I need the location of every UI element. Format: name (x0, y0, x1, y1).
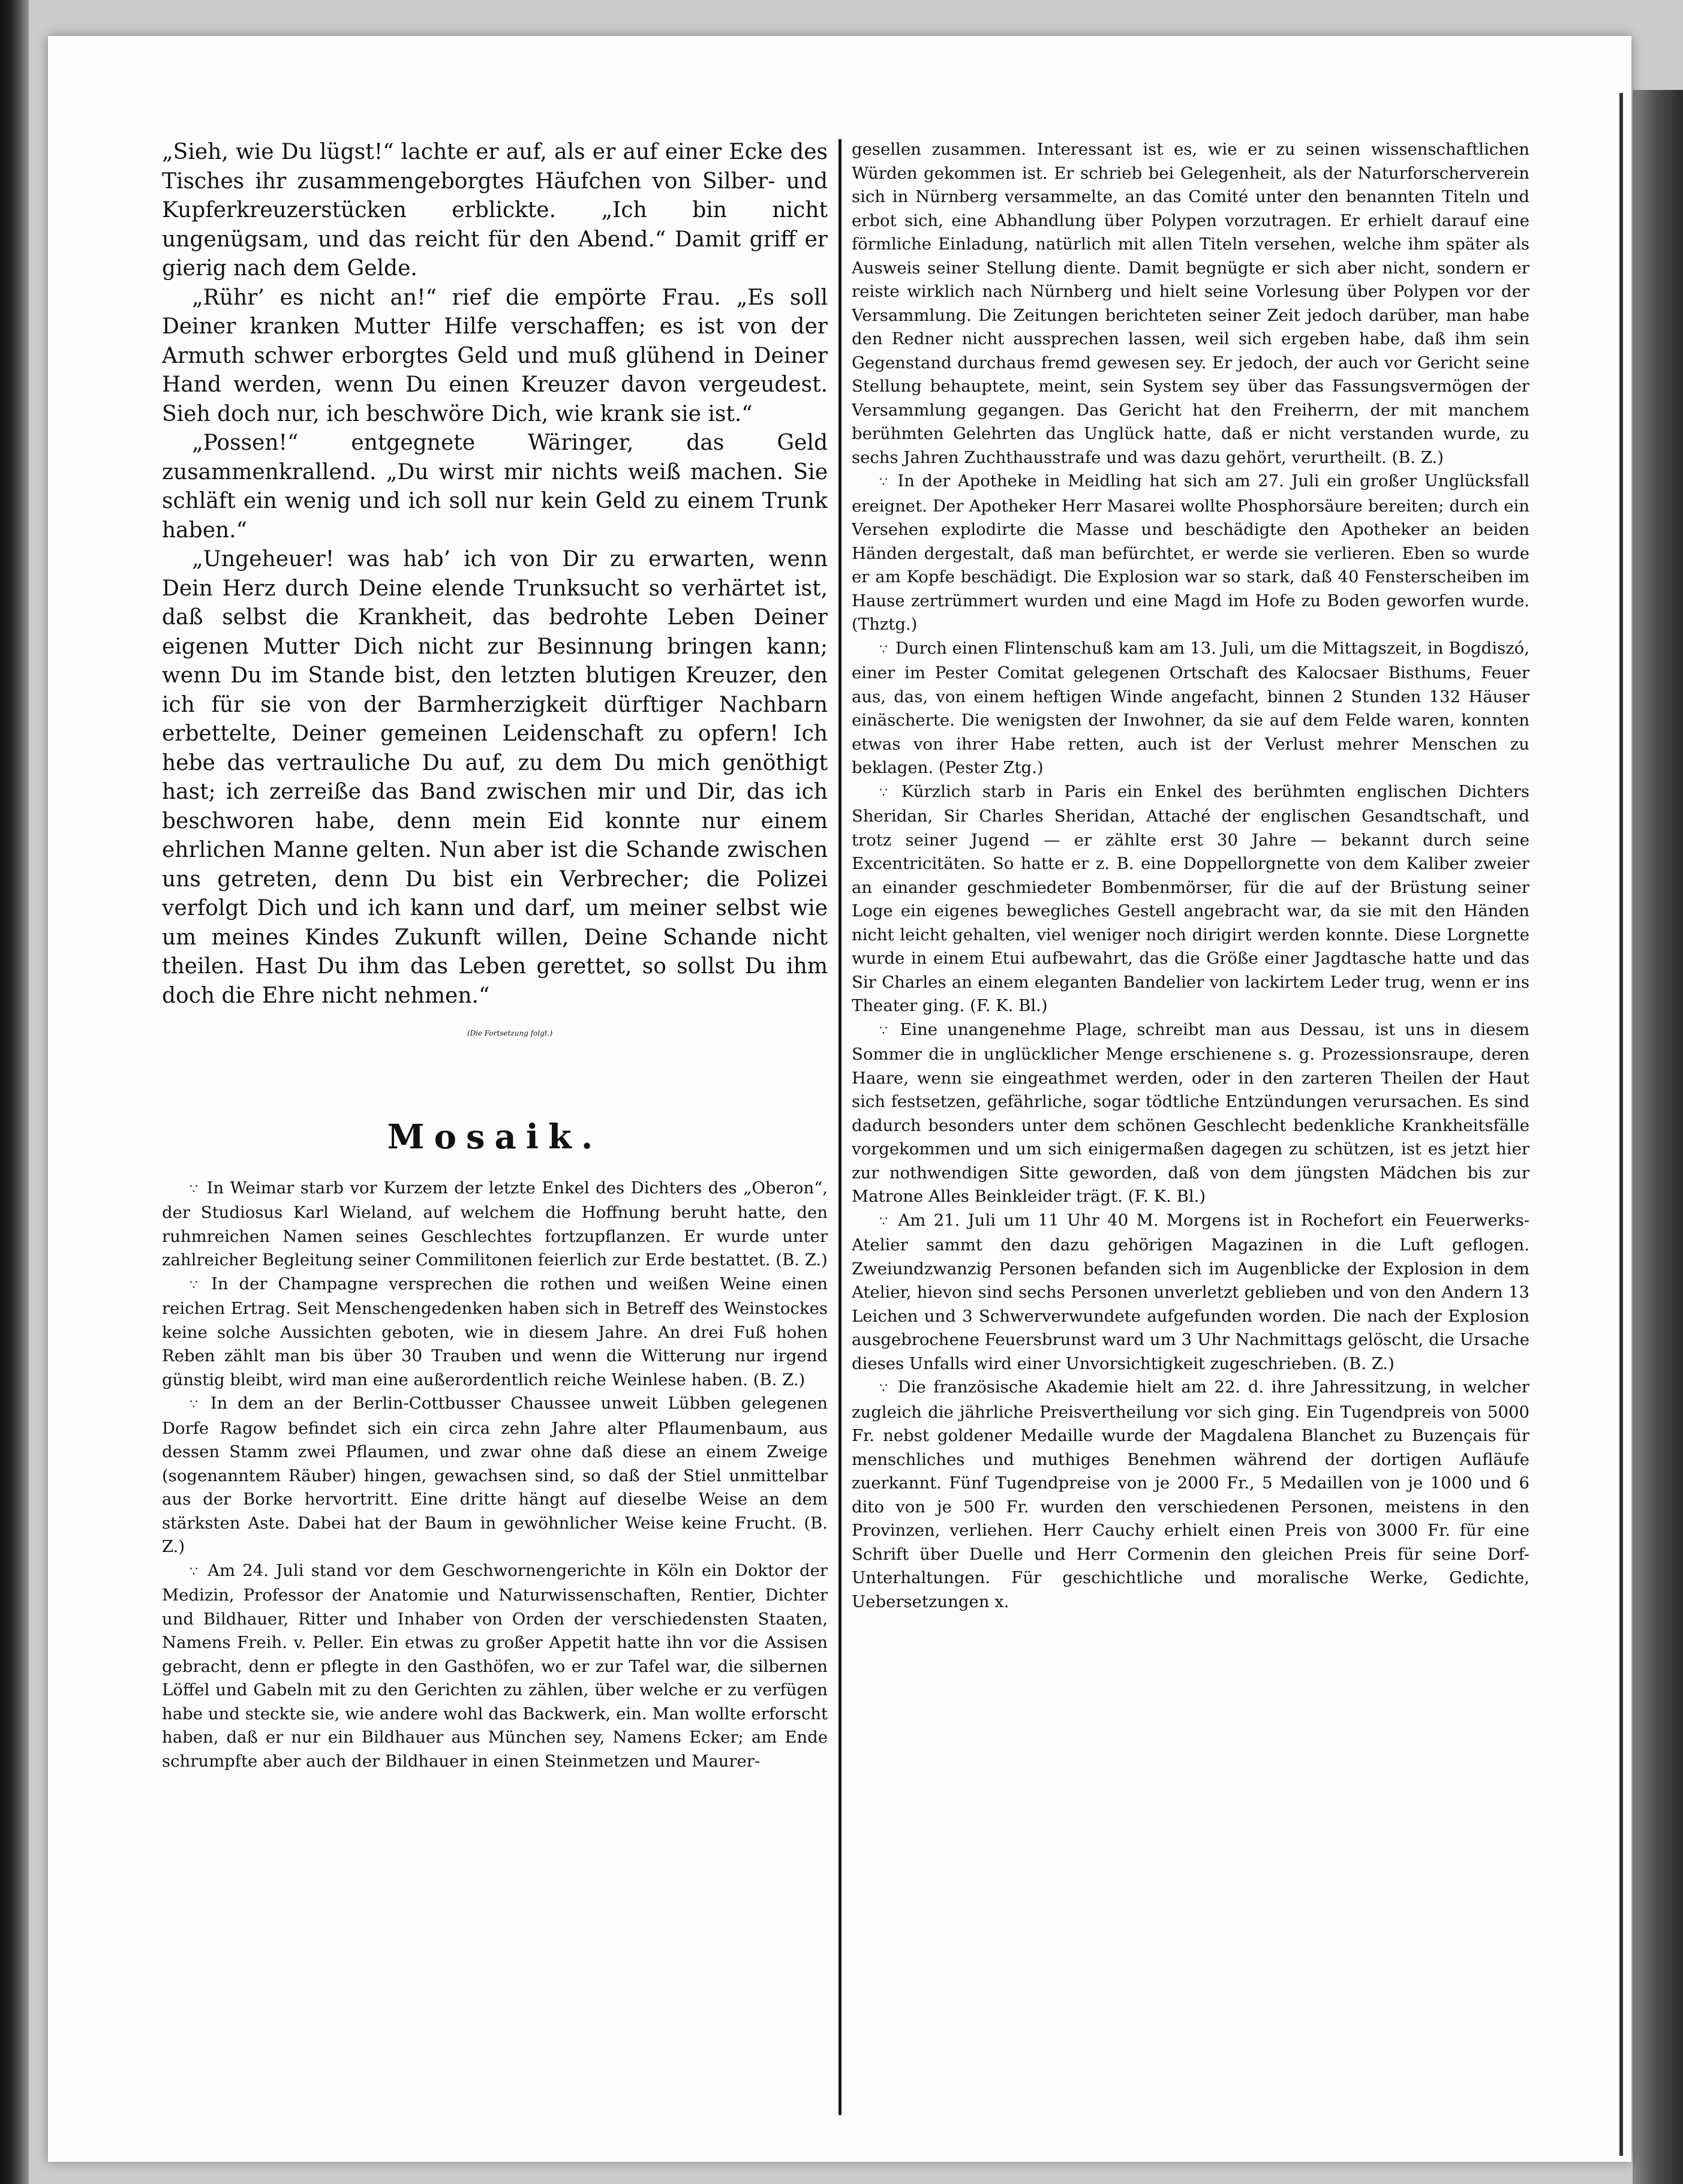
story-paragraph-4: „Ungeheuer! was hab’ ich von Dir zu erwarten, wenn Dein Herz durch Deine elende Trunksucht so verhärtet ist, daß selbst die Krankheit, das bedrohte Leben Deiner eigenen Mutter Dich nicht zur Besinnung bringen kann; wenn Du im Stande bist, den letzten blutigen Kreuzer, den ich für sie von der Barmherzigkeit dürftiger Nachbarn erbettelte, Deiner gemeinen Leidenschaft zu opfern! Ich hebe das vertrauliche Du auf, zu dem Du mich genöthigt hast; ich zerreiße das Band zwischen mir und Dir, das ich beschworen habe, denn mein Eid konnte nur einem ehrlichen Manne gelten. Nun aber ist die Schande zwischen uns getreten, denn Du bist ein Verbrecher; die Polizei verfolgt Dich und ich kann und darf, um meiner selbst wie um meines Kindes Zukunft willen, Deine Schande nicht theilen. Hast Du ihm das Leben gerettet, so sollst Du ihm doch die Ehre nicht nehmen.“ (162, 547, 828, 1008)
news-item: ∵ Kürzlich starb in Paris ein Enkel des berühmten englischen Dichters Sheridan, Sir Charles Sheridan, Attaché der englischen Gesandtschaft, und trotz seiner Jugend — er zählte erst 30 Jahre — bekannt durch seine Excentricitäten. So hatte er z. B. eine Doppellorgnette von dem Kaliber zweier an einander geschmiedeter Bombenmörser, für die auf der Brüstung seiner Loge ein eigenes bewegliches Gestell angebracht war, da sie mit den Händen nicht leicht gehalten, viel weniger noch dirigirt werden konnte. Diese Lorgnette wurde in einem Etui aufbewahrt, das die Größe einer Jagdtasche hatte und das Sir Charles an einem eleganten Bandelier von lackirtem Leder trug, wenn er ins Theater ging. (F. K. Bl.) (852, 781, 1529, 1015)
page-edge-right (1633, 90, 1683, 2184)
story-paragraph-2: „Rühr’ es nicht an!“ rief die empörte Frau. „Es soll Deiner kranken Mutter Hilfe verschaffen; es ist von der Armuth schwer erborgtes Geld und muß glühend in Deiner Hand werden, wenn Du einen Kreuzer davon vergeudest. Sieh doch nur, ich beschwöre Dich, wie krank sie ist.“ (162, 285, 828, 426)
asterism-icon: ∵ (190, 1277, 200, 1293)
story-paragraph-3: „Possen!“ entgegnete Wäringer, das Geld zusammenkrallend. „Du wirst mir nichts weiß machen. Sie schläft ein wenig und ich soll nur kein Geld zu einem Trunk haben.“ (162, 431, 828, 543)
serial-story (162, 138, 828, 1048)
news-item: ∵ In der Champagne versprechen die rothen und weißen Weine einen reichen Ertrag. Seit Menschengedenken haben sich in Betreff des Weinstockes keine solche Aussichten geboten, wie in diesem Jahre. An drei Fuß hohen Reben zählt man bis über 30 Trauben und wenn die Witterung nur irgend günstig bleibt, wird man eine außerordentlich reiche Weinlese haben. (B. Z.) (162, 1274, 828, 1389)
news-item: ∵ Durch einen Flintenschuß kam am 13. Juli, um die Mittagszeit, in Bogdiszó, einer im Pester Comitat gelegenen Ortschaft des Kalocsaer Bisthums, Feuer aus, das, von einem heftigen Winde angefacht, binnen 2 Stunden 132 Häuser einäscherte. Die wenigsten der Inwohner, da sie auf dem Felde waren, konnten etwas von ihrer Habe retten, auch ist der Verlust mehrer Menschen zu beklagen. (Pester Ztg.) (852, 638, 1529, 777)
news-item: ∵ Die französische Akademie hielt am 22. d. ihre Jahressitzung, in welcher zugleich die jährliche Preisvertheilung vor sich ging. Ein Tugendpreis von 5000 Fr. nebst goldener Medaille wurde der Magdalena Blanchet zu Buzençais für menschliches und muthiges Benehmen während der dortigen Aufläufe zuerkannt. Fünf Tugendpreise von je 2000 Fr., 5 Medaillen von je 1000 und 6 dito von je 500 Fr. wurden den verschiedenen Personen, meistens in den Provinzen, verliehen. Herr Cauchy erhielt einen Preis von 3000 Fr. für eine Schrift über Duelle und Herr Cormenin den gleichen Preis für seine Dorf-Unterhaltungen. Für geschichtliche und moralische Werke, Gedichte, Uebersetzungen x. (852, 1377, 1529, 1611)
news-item: ∵ Eine unangenehme Plage, schreibt man aus Dessau, ist uns in diesem Sommer die in unglücklicher Menge erschienene s. g. Prozessionsraupe, deren Haare, wenn sie eingeathmet werden, oder in den zarteren Theilen der Haut sich festsetzen, gefährliche, sogar tödtliche Entzündungen verursachen. Es sind dadurch besonders unter dem schönen Geschlecht bedenkliche Krankheitsfälle vorgekommen und um sich einigermaßen dagegen zu schützen, ist es jetzt hier zur nothwendigen Sitte geworden, daß von dem jüngsten Mädchen bis zur Matrone Alles Beinkleider trägt. (F. K. Bl.) (852, 1019, 1529, 1206)
asterism-icon: ∵ (190, 1397, 200, 1412)
asterism-icon: ∵ (879, 785, 890, 801)
news-item: ∵ In dem an der Berlin-Cottbusser Chaussee unweit Lübben gelegenen Dorfe Ragow befindet sich ein circa zehn Jahre alter Pflaumenbaum, aus dessen Stamm zwei Pflaumen, und zwar ohne daß diese an einem Zweige (sogenanntem Räuber) hingen, gewachsen sind, so daß der Stiel unmittelbar aus der Borke hervortritt. Eine dritte hängt auf dieselbe Weise an dem stärksten Aste. Dabei hat der Baum in gewöhnlicher Weise keine Frucht. (B. Z.) (162, 1394, 828, 1556)
section-title-mosaik: Mosaik. (387, 1117, 603, 1157)
news-items-right (852, 138, 1529, 1614)
news-item: ∵ In der Apotheke in Meidling hat sich am 27. Juli ein großer Unglücksfall ereignet. Der Apotheker Herr Masarei wollte Phosphorsäure bereiten; durch ein Versehen explodirte die Masse und beschädigte den Apotheker an beiden Händen dergestalt, daß man befürchtet, er werde sie verlieren. Eben so wurde er am Kopfe beschädigt. Die Explosion war so stark, daß 40 Fensterscheiben im Hause zertrümmert wurden und eine Magd im Hofe zu Boden geworfen wurde. (Thztg.) (852, 471, 1529, 634)
right-column (852, 138, 1529, 2117)
news-items-left (162, 1177, 828, 1774)
asterism-icon: ∵ (879, 1214, 890, 1229)
continuation-note: (Die Fortsetzung folgt.) (467, 1029, 553, 1037)
asterism-icon: ∵ (879, 1381, 890, 1396)
page-rule-right (1619, 93, 1623, 2156)
asterism-icon: ∵ (879, 1023, 890, 1039)
news-item-continued: gesellen zusammen. Interessant ist es, wie er zu seinen wissenschaftlichen Würden gekommen ist. Er schrieb bei Gelegenheit, als der Naturforscherverein sich in Nürnberg versammelte, an das Comité unter den benannten Titeln und erbot sich, eine Abhandlung über Polypen vorzutragen. Er erhielt darauf eine förmliche Einladung, natürlich mit allen Titeln versehen, welche ihm später als Ausweis seiner Stellung diente. Damit begnügte er sich aber nicht, sondern er reiste wirklich nach Nürnberg und hielt seine Vorlesung über Polypen vor der Versammlung. Die Zeitungen berichteten seiner Zeit jedoch darüber, man habe den Redner nicht aussprechen lassen, weil sich ergeben habe, daß ihm sein Gegenstand durchaus fremd gewesen sey. Er jedoch, der auch vor Gericht seine Stellung behauptete, meint, sein System sey über das Fassungsvermögen der Versammlung gegangen. Das Gericht hat den Freiherrn, der mit manchem berühmten Gelehrten das Unglück hatte, daß er nicht verstanden wurde, zu sechs Jahren Zuchthausstrafe und was dazu gehört, verurtheilt. (B. Z.) (852, 140, 1529, 467)
binding-shadow-left (0, 0, 29, 2184)
news-item: ∵ Am 24. Juli stand vor dem Geschwornengerichte in Köln ein Doktor der Medizin, Professor der Anatomie und Naturwissenschaften, Rentier, Dichter und Bildhauer, Ritter und Inhaber von Orden der verschiedensten Staaten, Namens Freih. v. Peller. Ein etwas zu großer Appetit hatte ihn vor die Assisen gebracht, denn er pflegte in den Gasthöfen, wo er zur Tafel war, die silbernen Löffel und Gabeln mit zu den Gerichten zu zählen, über welche er zu verfügen habe und steckte sie, wie andere wohl das Backwerk, ein. Man wollte erforscht haben, daß er nur ein Bildhauer aus München sey, Namens Ecker; am Ende schrumpfte aber auch der Bildhauer in einen Steinmetzen und Maurer- (162, 1560, 828, 1771)
story-paragraph-1: „Sieh, wie Du lügst!“ lachte er auf, als er auf einer Ecke des Tisches ihr zusammengeborgtes Häufchen von Silber- und Kupferkreuzerstücken erblickte. „Ich bin nicht ungenügsam, und das reicht für den Abend.“ Damit griff er gierig nach dem Gelde. (162, 140, 828, 281)
left-column (162, 138, 828, 2117)
asterism-icon: ∵ (879, 475, 890, 490)
asterism-icon: ∵ (879, 642, 890, 657)
column-divider (839, 139, 842, 2115)
news-item: ∵ Am 21. Juli um 11 Uhr 40 M. Morgens ist in Rochefort ein Feuerwerks-Atelier sammt den dazu gehörigen Magazinen in die Luft geflogen. Zweiundzwanzig Personen befanden sich im Augenblicke der Explosion in dem Atelier, hievon sind sechs Personen unverletzt geblieben und von den Andern 13 Leichen und 3 Schwerverwundete aufgefunden worden. Die nach der Explosion ausgebrochene Feuersbrunst ward um 3 Uhr Nachmittags gelöscht, die Ursache dieses Unfalls wird einer Unvorsichtigkeit zugeschrieben. (B. Z.) (852, 1210, 1529, 1373)
asterism-icon: ∵ (190, 1181, 200, 1197)
news-item: ∵ In Weimar starb vor Kurzem der letzte Enkel des Dichters des „Oberon“, der Studiosus Karl Wieland, auf welchem die Hoffnung beruht hatte, den ruhmreichen Namen seines Geschlechtes fortzupflanzen. Er wurde unter zahlreicher Begleitung seiner Commilitonen feierlich zur Erde bestattet. (B. Z.) (162, 1178, 828, 1270)
asterism-icon: ∵ (190, 1564, 200, 1580)
